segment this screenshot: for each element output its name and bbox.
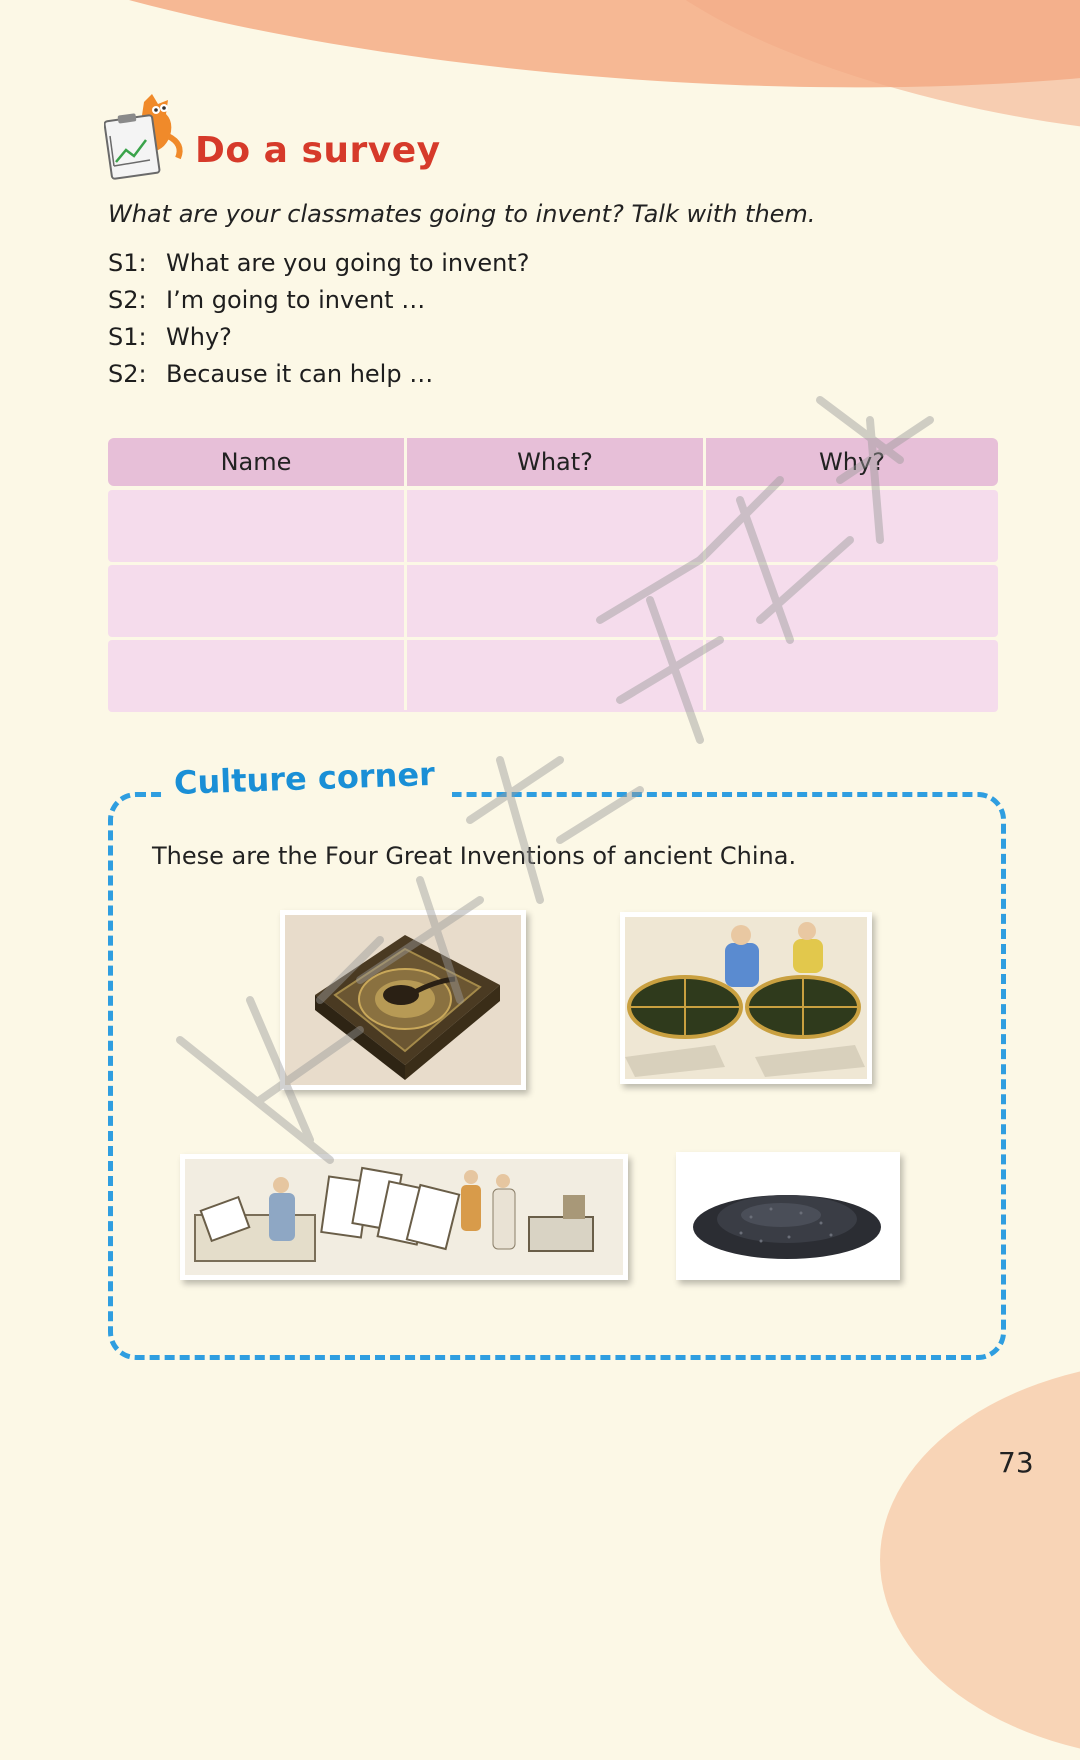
dialog-line [108, 248, 808, 285]
dialog-speaker: S1: [108, 249, 147, 277]
dialog-line [108, 359, 808, 396]
papermaking-icon [180, 1154, 628, 1280]
dialog-text: Why? [166, 323, 232, 351]
table-divider [703, 438, 706, 710]
culture-corner-title: Culture corner [173, 754, 436, 802]
dialog [108, 248, 808, 396]
dialog-text: I’m going to invent … [166, 286, 426, 314]
printing-icon [620, 912, 872, 1084]
survey-instruction: What are your classmates going to invent? Talk with them. [108, 200, 816, 228]
compass-icon [280, 910, 526, 1090]
table-header-name: Name [220, 448, 292, 476]
table-row[interactable] [108, 565, 998, 637]
dialog-text: What are you going to invent? [166, 249, 530, 277]
dialog-line [108, 285, 808, 322]
table-header-why: Why? [819, 448, 885, 476]
table-row[interactable] [108, 640, 998, 712]
gunpowder-icon [676, 1152, 900, 1280]
dialog-speaker: S2: [108, 286, 147, 314]
bottom-decoration [880, 1360, 1080, 1760]
culture-corner-text: These are the Four Great Inventions of ancient China. [152, 842, 797, 870]
dialog-speaker: S2: [108, 360, 147, 388]
dialog-text: Because it can help … [166, 360, 434, 388]
dialog-line [108, 322, 808, 359]
dialog-speaker: S1: [108, 323, 147, 351]
table-divider [404, 438, 407, 710]
table-header-what: What? [517, 448, 593, 476]
table-row[interactable] [108, 490, 998, 562]
survey-clipboard-icon [104, 92, 194, 182]
page-number: 73 [998, 1446, 1034, 1479]
survey-title: Do a survey [195, 130, 441, 171]
